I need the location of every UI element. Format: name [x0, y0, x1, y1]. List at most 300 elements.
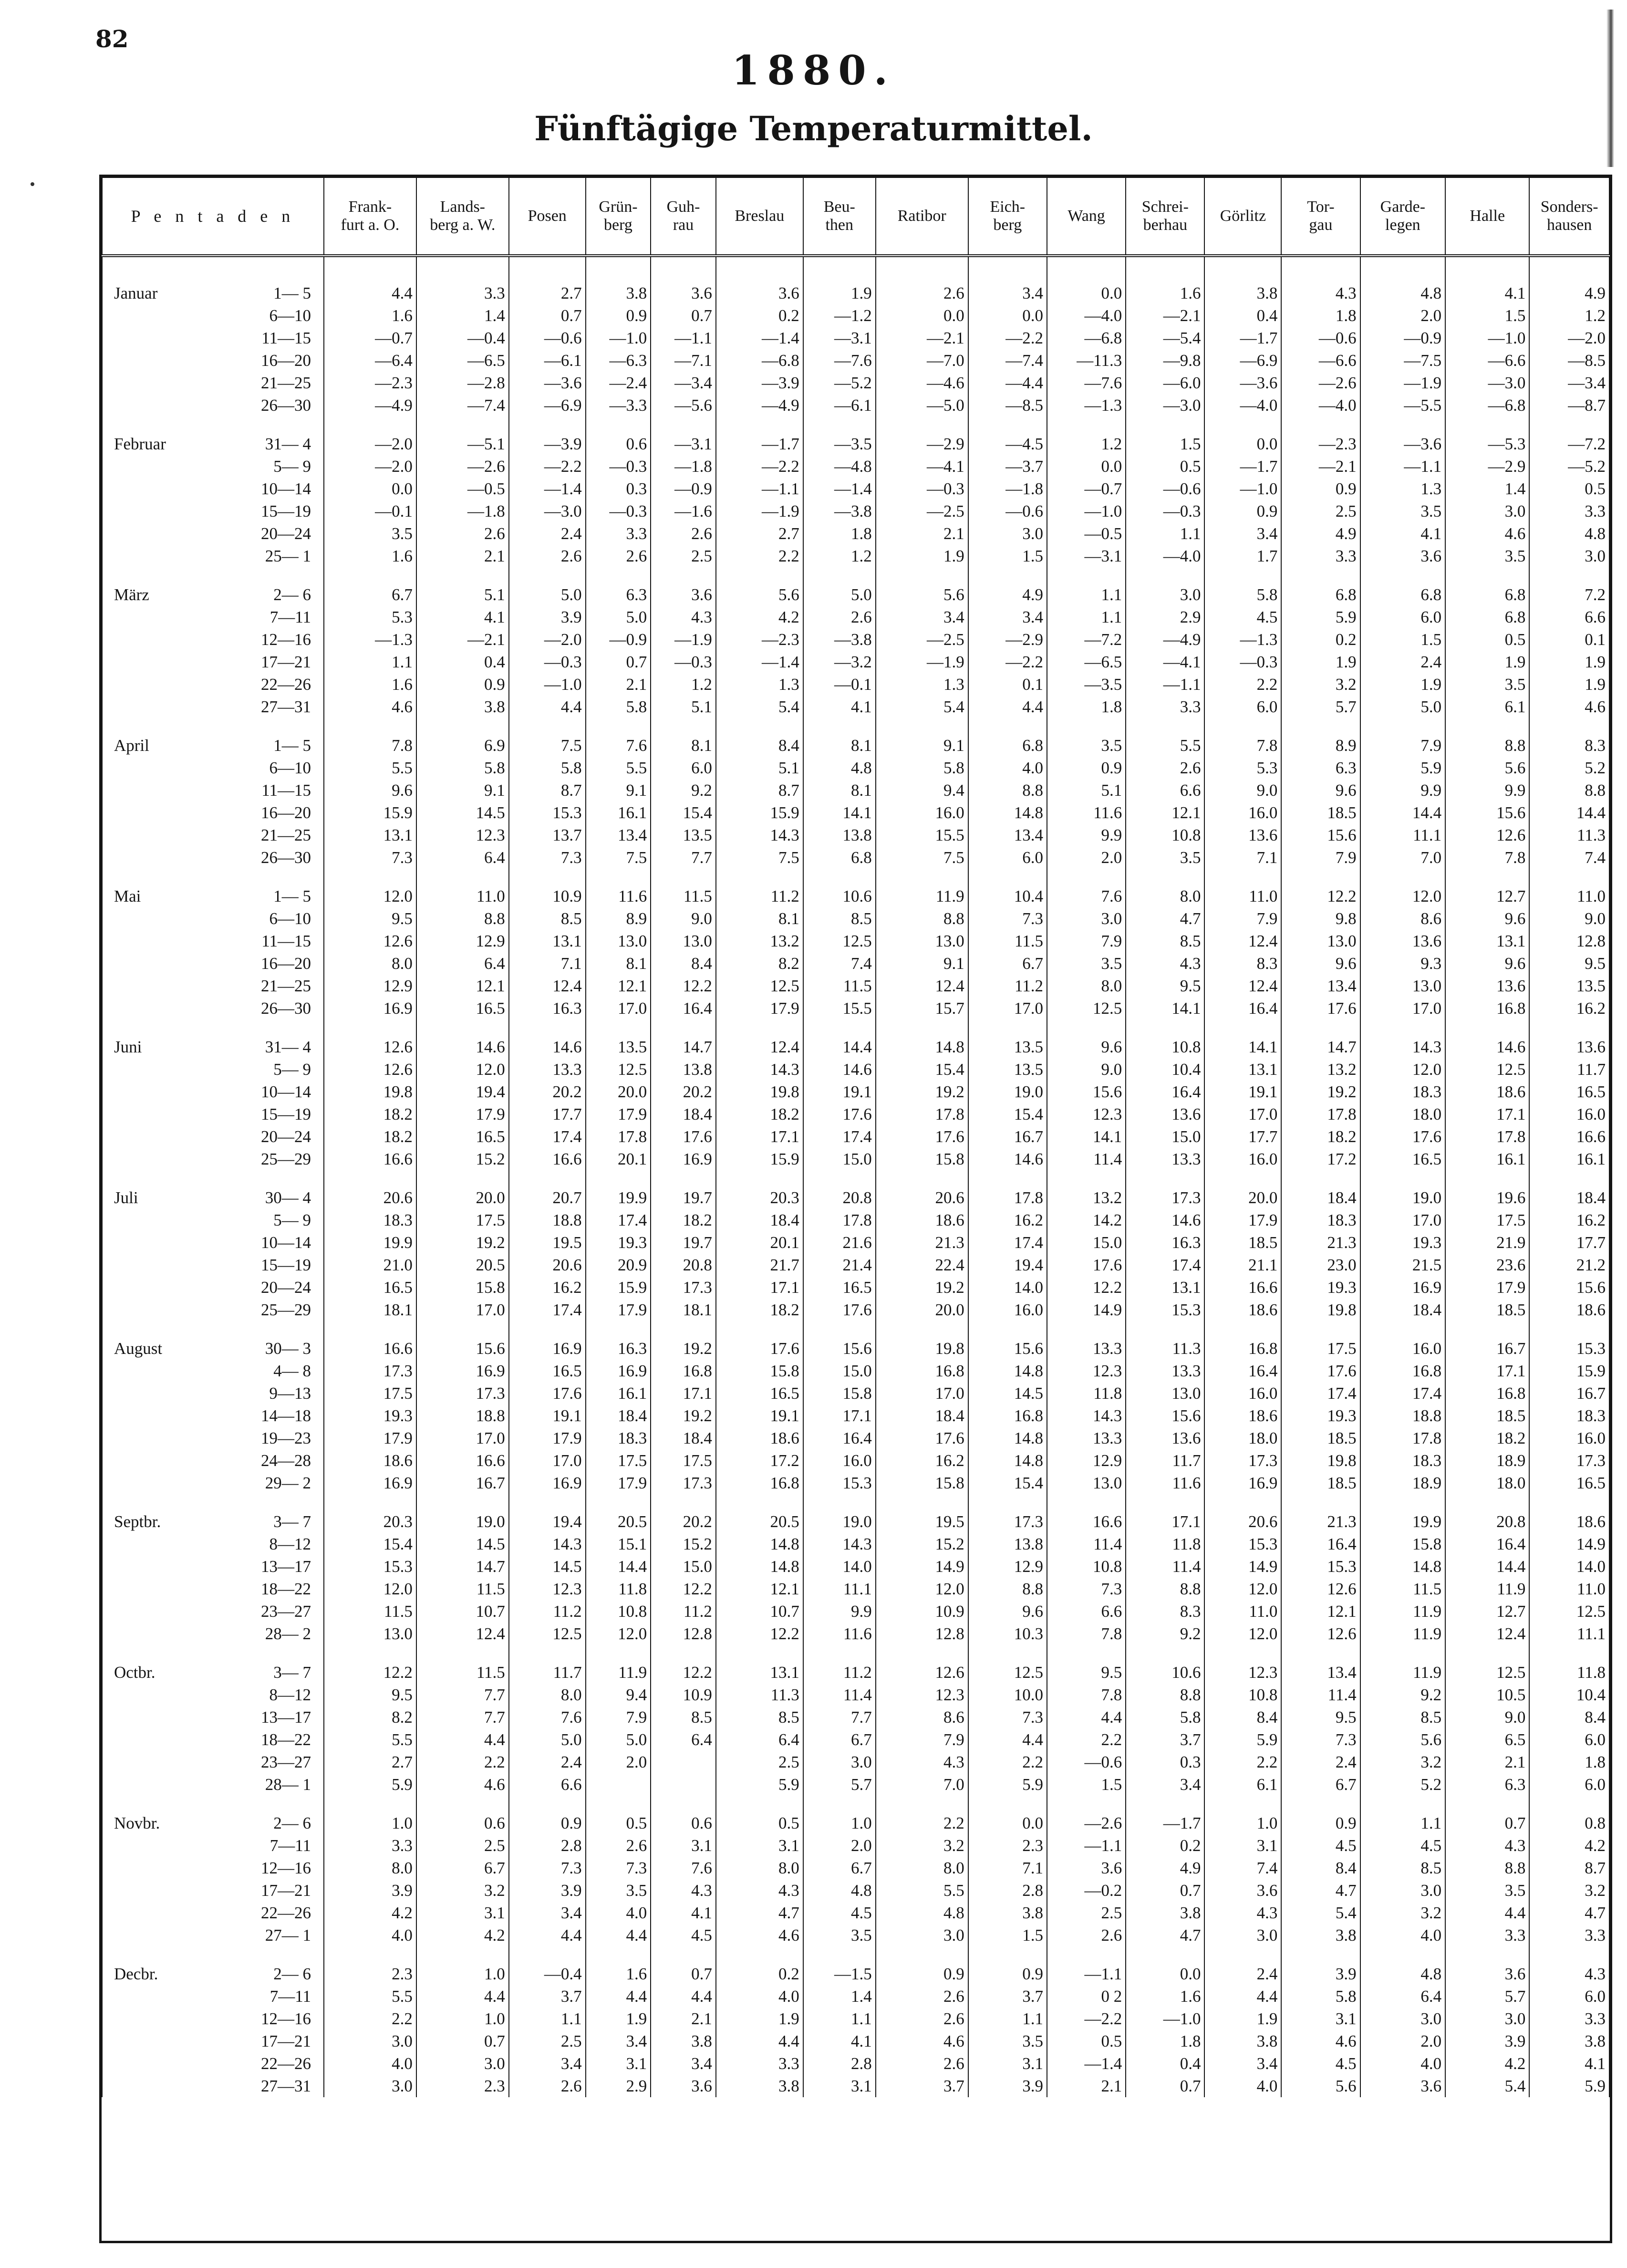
pentade-range: 17—21	[215, 1879, 324, 1902]
value-torgau: 4.6	[1281, 2030, 1360, 2052]
value-posen: 17.0	[509, 1449, 586, 1472]
value-sondershausen: 3.3	[1529, 2008, 1609, 2030]
value-halle: 14.6	[1445, 1036, 1529, 1058]
value-landsberg: 17.9	[416, 1103, 509, 1125]
value-goerlitz: 12.0	[1204, 1578, 1281, 1600]
value-wang: 13.0	[1047, 1472, 1126, 1494]
value-goerlitz: 1.9	[1204, 2008, 1281, 2030]
value-wang: 1.8	[1047, 696, 1126, 718]
value-halle: 15.6	[1445, 801, 1529, 824]
month-label	[102, 1985, 215, 2008]
value-landsberg: 16.6	[416, 1449, 509, 1472]
table-row	[102, 1337, 1609, 1360]
value-landsberg: 3.2	[416, 1879, 509, 1902]
pentade-range: 20—24	[215, 1125, 324, 1148]
value-landsberg: 16.5	[416, 1125, 509, 1148]
value-gardelegen: 17.4	[1360, 1382, 1445, 1404]
value-eichberg: 13.8	[968, 1533, 1047, 1555]
value-eichberg: 17.0	[968, 997, 1047, 1020]
value-schreiberhau: 4.7	[1126, 907, 1204, 930]
value-landsberg: 15.8	[416, 1276, 509, 1299]
value-goerlitz: 2.2	[1204, 1751, 1281, 1773]
value-posen: 8.5	[509, 907, 586, 930]
value-sondershausen: 6.0	[1529, 1773, 1609, 1796]
value-schreiberhau: 13.6	[1126, 1103, 1204, 1125]
value-wang: 14.2	[1047, 1209, 1126, 1231]
value-beuthen: —7.6	[803, 349, 876, 372]
table-row	[102, 1578, 1609, 1600]
month-spacer	[102, 1020, 1609, 1036]
value-wang: 12.2	[1047, 1276, 1126, 1299]
value-posen: 12.5	[509, 1623, 586, 1645]
value-posen: 8.0	[509, 1684, 586, 1706]
value-breslau: 18.4	[716, 1209, 803, 1231]
month-label	[102, 2008, 215, 2030]
value-wang: 12.3	[1047, 1103, 1126, 1125]
value-guhrau: 18.1	[651, 1299, 716, 1321]
value-posen: 5.0	[509, 1728, 586, 1751]
value-beuthen: —3.2	[803, 651, 876, 673]
value-breslau: 3.3	[716, 2052, 803, 2075]
value-goerlitz: 12.3	[1204, 1661, 1281, 1684]
pentade-range: 16—20	[215, 349, 324, 372]
value-wang: 7.8	[1047, 1623, 1126, 1645]
value-ratibor: 0.0	[876, 304, 968, 327]
value-frankfurt: 3.3	[324, 1834, 416, 1857]
value-wang: 11.6	[1047, 801, 1126, 824]
value-gardelegen: 3.6	[1360, 545, 1445, 567]
pentade-range: 5— 9	[215, 1209, 324, 1231]
value-wang: 1.1	[1047, 583, 1126, 606]
value-schreiberhau: 11.3	[1126, 1337, 1204, 1360]
value-sondershausen: 16.6	[1529, 1125, 1609, 1148]
value-breslau: 4.6	[716, 1924, 803, 1946]
month-label	[102, 975, 215, 997]
value-breslau: 0.5	[716, 1812, 803, 1834]
pentade-range: 2— 6	[215, 1963, 324, 1985]
value-halle: 0.7	[1445, 1812, 1529, 1834]
value-guhrau: —1.1	[651, 327, 716, 349]
value-halle: 9.6	[1445, 952, 1529, 975]
value-gruenberg: 16.1	[586, 801, 651, 824]
table-row	[102, 1706, 1609, 1728]
value-sondershausen: 1.9	[1529, 651, 1609, 673]
value-goerlitz: 4.5	[1204, 606, 1281, 628]
table-row	[102, 1555, 1609, 1578]
value-gruenberg: 0.3	[586, 478, 651, 500]
value-halle: 2.1	[1445, 1751, 1529, 1773]
value-sondershausen: 8.8	[1529, 779, 1609, 801]
value-halle: 13.6	[1445, 975, 1529, 997]
value-halle: 11.9	[1445, 1578, 1529, 1600]
value-ratibor: 2.1	[876, 522, 968, 545]
value-guhrau: 2.1	[651, 2008, 716, 2030]
value-beuthen: 10.6	[803, 885, 876, 907]
month-spacer	[102, 1494, 1609, 1510]
value-guhrau: 17.3	[651, 1276, 716, 1299]
value-torgau: 11.4	[1281, 1684, 1360, 1706]
value-landsberg: 12.1	[416, 975, 509, 997]
value-beuthen: —3.1	[803, 327, 876, 349]
value-breslau: 15.8	[716, 1360, 803, 1382]
value-torgau: 5.8	[1281, 1985, 1360, 2008]
value-breslau: 20.5	[716, 1510, 803, 1533]
value-gruenberg: 13.5	[586, 1036, 651, 1058]
value-gardelegen: 3.0	[1360, 2008, 1445, 2030]
value-goerlitz: 1.0	[1204, 1812, 1281, 1834]
value-halle: 18.6	[1445, 1081, 1529, 1103]
value-torgau: 9.6	[1281, 952, 1360, 975]
value-eichberg: —4.5	[968, 433, 1047, 455]
value-gardelegen: 17.0	[1360, 1209, 1445, 1231]
value-guhrau: 0.7	[651, 1963, 716, 1985]
value-landsberg: 18.8	[416, 1404, 509, 1427]
value-torgau: 17.6	[1281, 1360, 1360, 1382]
value-goerlitz: 11.0	[1204, 885, 1281, 907]
value-eichberg: 17.8	[968, 1186, 1047, 1209]
value-eichberg: 0.0	[968, 1812, 1047, 1834]
table-row	[102, 478, 1609, 500]
value-eichberg: 3.7	[968, 1985, 1047, 2008]
month-label: August	[102, 1337, 215, 1360]
value-breslau: 11.3	[716, 1684, 803, 1706]
value-gardelegen: 6.0	[1360, 606, 1445, 628]
value-eichberg: 2.8	[968, 1879, 1047, 1902]
value-landsberg: —5.1	[416, 433, 509, 455]
value-posen: 4.4	[509, 1924, 586, 1946]
value-torgau: —0.6	[1281, 327, 1360, 349]
value-frankfurt: 2.2	[324, 2008, 416, 2030]
value-breslau: 4.2	[716, 606, 803, 628]
value-torgau: 19.3	[1281, 1404, 1360, 1427]
pentade-range: 12—16	[215, 2008, 324, 2030]
value-sondershausen: 18.6	[1529, 1299, 1609, 1321]
value-schreiberhau: —9.8	[1126, 349, 1204, 372]
month-label	[102, 673, 215, 696]
value-sondershausen: 0.1	[1529, 628, 1609, 651]
value-wang: 2.1	[1047, 2075, 1126, 2097]
value-breslau: 16.5	[716, 1382, 803, 1404]
value-posen: 3.4	[509, 1902, 586, 1924]
value-guhrau: 7.7	[651, 846, 716, 869]
value-posen: 7.3	[509, 1857, 586, 1879]
table-row	[102, 628, 1609, 651]
value-frankfurt: 18.2	[324, 1103, 416, 1125]
value-halle: 12.7	[1445, 885, 1529, 907]
value-guhrau: —1.6	[651, 500, 716, 522]
month-label	[102, 1148, 215, 1170]
value-ratibor: 17.0	[876, 1382, 968, 1404]
value-guhrau: 8.4	[651, 952, 716, 975]
value-ratibor: 18.6	[876, 1209, 968, 1231]
value-ratibor: 14.8	[876, 1036, 968, 1058]
value-halle: 3.5	[1445, 1879, 1529, 1902]
value-posen: 20.6	[509, 1254, 586, 1276]
value-schreiberhau: 0.7	[1126, 2075, 1204, 2097]
value-guhrau: 2.5	[651, 545, 716, 567]
value-landsberg: 1.0	[416, 1963, 509, 1985]
value-gardelegen: —5.5	[1360, 394, 1445, 416]
value-halle: 12.5	[1445, 1058, 1529, 1081]
value-posen: 15.3	[509, 801, 586, 824]
value-beuthen: 4.1	[803, 696, 876, 718]
table-row	[102, 1600, 1609, 1623]
value-wang: —1.0	[1047, 500, 1126, 522]
value-breslau: —1.7	[716, 433, 803, 455]
value-eichberg: —2.2	[968, 327, 1047, 349]
value-breslau: 19.8	[716, 1081, 803, 1103]
value-eichberg: —7.4	[968, 349, 1047, 372]
month-label	[102, 2030, 215, 2052]
value-ratibor: —4.6	[876, 372, 968, 394]
value-landsberg: 10.7	[416, 1600, 509, 1623]
value-posen: 16.2	[509, 1276, 586, 1299]
pentade-range: 8—12	[215, 1684, 324, 1706]
value-gruenberg: 11.9	[586, 1661, 651, 1684]
value-eichberg: 14.8	[968, 1449, 1047, 1472]
value-gardelegen: 2.0	[1360, 304, 1445, 327]
month-label: Septbr.	[102, 1510, 215, 1533]
value-goerlitz: 6.0	[1204, 696, 1281, 718]
value-guhrau: 20.8	[651, 1254, 716, 1276]
value-guhrau: 12.2	[651, 1578, 716, 1600]
value-torgau: 7.9	[1281, 846, 1360, 869]
pentade-range: 6—10	[215, 907, 324, 930]
value-gardelegen: 3.0	[1360, 1879, 1445, 1902]
value-wang: 15.0	[1047, 1231, 1126, 1254]
value-posen: 12.3	[509, 1578, 586, 1600]
value-posen: 5.8	[509, 757, 586, 779]
value-halle: 6.8	[1445, 606, 1529, 628]
value-landsberg: 12.4	[416, 1623, 509, 1645]
pentade-range: 20—24	[215, 1276, 324, 1299]
value-schreiberhau: —4.0	[1126, 545, 1204, 567]
pentade-range: 25—29	[215, 1148, 324, 1170]
value-gruenberg: 7.3	[586, 1857, 651, 1879]
value-gruenberg: 0.5	[586, 1812, 651, 1834]
table-row	[102, 304, 1609, 327]
value-torgau: 6.3	[1281, 757, 1360, 779]
value-halle: 16.4	[1445, 1533, 1529, 1555]
value-eichberg: 13.5	[968, 1036, 1047, 1058]
value-eichberg: 15.4	[968, 1103, 1047, 1125]
value-eichberg: 12.5	[968, 1661, 1047, 1684]
value-landsberg: 15.2	[416, 1148, 509, 1170]
value-breslau: 8.1	[716, 907, 803, 930]
value-frankfurt: 7.3	[324, 846, 416, 869]
value-frankfurt: 5.5	[324, 1985, 416, 2008]
value-beuthen: 7.4	[803, 952, 876, 975]
value-wang: 1.5	[1047, 1773, 1126, 1796]
value-frankfurt: 3.0	[324, 2030, 416, 2052]
value-guhrau: 16.9	[651, 1148, 716, 1170]
pentade-range: 5— 9	[215, 1058, 324, 1081]
value-sondershausen: —8.7	[1529, 394, 1609, 416]
table-row	[102, 1902, 1609, 1924]
value-beuthen: 19.0	[803, 1510, 876, 1533]
value-frankfurt: 8.0	[324, 1857, 416, 1879]
value-ratibor: 19.2	[876, 1276, 968, 1299]
month-label	[102, 1773, 215, 1796]
value-gardelegen: 16.5	[1360, 1148, 1445, 1170]
value-schreiberhau: 11.8	[1126, 1533, 1204, 1555]
value-torgau: 9.6	[1281, 779, 1360, 801]
value-eichberg: 3.8	[968, 1902, 1047, 1924]
value-torgau: 18.5	[1281, 1472, 1360, 1494]
value-goerlitz: 5.9	[1204, 1728, 1281, 1751]
value-gruenberg: 19.3	[586, 1231, 651, 1254]
value-gruenberg: 18.4	[586, 1404, 651, 1427]
value-ratibor: 5.8	[876, 757, 968, 779]
column-header-ratibor: Ratibor	[876, 177, 968, 256]
value-goerlitz: 18.0	[1204, 1427, 1281, 1449]
value-halle: 12.6	[1445, 824, 1529, 846]
value-gruenberg: 17.4	[586, 1209, 651, 1231]
value-schreiberhau: —0.6	[1126, 478, 1204, 500]
value-gruenberg: 3.5	[586, 1879, 651, 1902]
table-row	[102, 1728, 1609, 1751]
value-goerlitz: 4.0	[1204, 2075, 1281, 2097]
value-landsberg: —2.6	[416, 455, 509, 478]
value-beuthen: 11.1	[803, 1578, 876, 1600]
value-wang: 11.4	[1047, 1148, 1126, 1170]
value-gardelegen: 8.5	[1360, 1857, 1445, 1879]
value-eichberg: 14.8	[968, 1427, 1047, 1449]
value-torgau: 5.9	[1281, 606, 1360, 628]
value-goerlitz: 10.8	[1204, 1684, 1281, 1706]
value-beuthen: 17.8	[803, 1209, 876, 1231]
value-wang: 12.5	[1047, 997, 1126, 1020]
value-torgau: 21.3	[1281, 1510, 1360, 1533]
value-frankfurt: 20.6	[324, 1186, 416, 1209]
value-beuthen: 14.3	[803, 1533, 876, 1555]
value-torgau: 0.9	[1281, 1812, 1360, 1834]
value-wang: 2.2	[1047, 1728, 1126, 1751]
value-landsberg: 0.4	[416, 651, 509, 673]
value-eichberg: 5.9	[968, 1773, 1047, 1796]
value-torgau: 9.8	[1281, 907, 1360, 930]
value-wang: —0.6	[1047, 1751, 1126, 1773]
value-breslau: 5.1	[716, 757, 803, 779]
value-beuthen: 1.8	[803, 522, 876, 545]
value-gardelegen: 8.5	[1360, 1706, 1445, 1728]
value-guhrau: 13.5	[651, 824, 716, 846]
value-frankfurt: 12.9	[324, 975, 416, 997]
table-row	[102, 1299, 1609, 1321]
value-posen: 13.1	[509, 930, 586, 952]
value-posen: 16.3	[509, 997, 586, 1020]
value-landsberg: 1.0	[416, 2008, 509, 2030]
value-goerlitz: 16.0	[1204, 1148, 1281, 1170]
value-beuthen: —1.5	[803, 1963, 876, 1985]
month-label	[102, 930, 215, 952]
value-sondershausen: —2.0	[1529, 327, 1609, 349]
value-eichberg: 11.5	[968, 930, 1047, 952]
value-gruenberg: —0.9	[586, 628, 651, 651]
value-frankfurt: 7.8	[324, 734, 416, 757]
value-schreiberhau: 16.3	[1126, 1231, 1204, 1254]
value-ratibor: 13.0	[876, 930, 968, 952]
value-posen: —0.4	[509, 1963, 586, 1985]
value-halle: 6.5	[1445, 1728, 1529, 1751]
month-label	[102, 545, 215, 567]
value-beuthen: 13.8	[803, 824, 876, 846]
month-label: Januar	[102, 282, 215, 304]
table-row	[102, 349, 1609, 372]
table-row	[102, 2052, 1609, 2075]
value-ratibor: 16.2	[876, 1449, 968, 1472]
value-goerlitz: 14.9	[1204, 1555, 1281, 1578]
value-guhrau: 19.7	[651, 1186, 716, 1209]
table-row	[102, 1186, 1609, 1209]
pentade-range: 17—21	[215, 2030, 324, 2052]
value-gruenberg: 2.6	[586, 1834, 651, 1857]
pentade-range: 30— 3	[215, 1337, 324, 1360]
value-halle: 18.0	[1445, 1472, 1529, 1494]
value-beuthen: 4.1	[803, 2030, 876, 2052]
table-row	[102, 1985, 1609, 2008]
table-row	[102, 500, 1609, 522]
table-row	[102, 1963, 1609, 1985]
value-gruenberg: —3.3	[586, 394, 651, 416]
value-goerlitz: 16.4	[1204, 997, 1281, 1020]
month-label	[102, 824, 215, 846]
value-torgau: 17.5	[1281, 1337, 1360, 1360]
value-posen: 5.0	[509, 583, 586, 606]
value-ratibor: 14.9	[876, 1555, 968, 1578]
value-beuthen: 15.8	[803, 1382, 876, 1404]
value-posen: —6.1	[509, 349, 586, 372]
value-landsberg: —2.1	[416, 628, 509, 651]
value-frankfurt: 9.5	[324, 907, 416, 930]
value-beuthen: 11.4	[803, 1684, 876, 1706]
value-goerlitz: 21.1	[1204, 1254, 1281, 1276]
month-label: Mai	[102, 885, 215, 907]
value-schreiberhau: 9.2	[1126, 1623, 1204, 1645]
table-row	[102, 1231, 1609, 1254]
pentade-range: 15—19	[215, 1103, 324, 1125]
value-sondershausen: 12.8	[1529, 930, 1609, 952]
value-beuthen: 16.5	[803, 1276, 876, 1299]
column-header-frankfurt: Frank- furt a. O.	[324, 177, 416, 256]
value-gruenberg: 16.1	[586, 1382, 651, 1404]
value-landsberg: 11.5	[416, 1578, 509, 1600]
value-landsberg: 11.0	[416, 885, 509, 907]
value-halle: 9.0	[1445, 1706, 1529, 1728]
value-landsberg: 0.7	[416, 2030, 509, 2052]
value-gruenberg: 12.1	[586, 975, 651, 997]
value-torgau: 19.2	[1281, 1081, 1360, 1103]
value-guhrau	[651, 1751, 716, 1773]
value-goerlitz: 17.7	[1204, 1125, 1281, 1148]
value-schreiberhau: 13.6	[1126, 1427, 1204, 1449]
value-torgau: 13.4	[1281, 1661, 1360, 1684]
value-gruenberg: 5.0	[586, 1728, 651, 1751]
value-sondershausen: 8.4	[1529, 1706, 1609, 1728]
value-breslau: 17.1	[716, 1276, 803, 1299]
value-frankfurt: 5.9	[324, 1773, 416, 1796]
month-label	[102, 1382, 215, 1404]
value-halle: 17.8	[1445, 1125, 1529, 1148]
value-ratibor: 8.6	[876, 1706, 968, 1728]
month-spacer	[102, 1645, 1609, 1661]
value-landsberg: 16.5	[416, 997, 509, 1020]
value-goerlitz: 18.5	[1204, 1231, 1281, 1254]
value-wang: —1.3	[1047, 394, 1126, 416]
value-frankfurt: 3.9	[324, 1879, 416, 1902]
value-torgau: 12.6	[1281, 1578, 1360, 1600]
value-torgau: 4.5	[1281, 2052, 1360, 2075]
